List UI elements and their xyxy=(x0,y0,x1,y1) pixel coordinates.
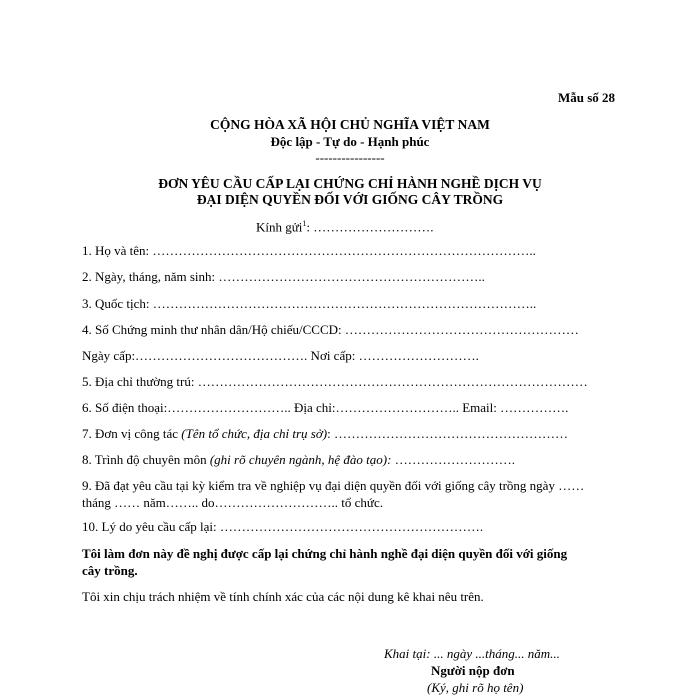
field-workplace-hint: (Tên tổ chức, địa chỉ trụ sở) xyxy=(181,426,328,441)
document-title-line-2: ĐẠI DIỆN QUYỀN ĐỐI VỚI GIỐNG CÂY TRỒNG xyxy=(196,192,504,207)
signature-place-date: Khai tại: ... ngày ...tháng... năm... xyxy=(384,646,560,661)
field-workplace xyxy=(82,426,568,442)
commitment-statement: Tôi xin chịu trách nhiệm về tính chính xác của các nội dung kê khai nêu trên. xyxy=(82,589,484,604)
field-qualification-dots: ………………………. xyxy=(391,452,515,467)
field-qualification-label: 8. Trình độ chuyên môn xyxy=(82,452,210,467)
country-name: CỘNG HÒA XÃ HỘI CHỦ NGHĨA VIỆT NAM xyxy=(210,117,490,132)
header-separator: ---------------- xyxy=(315,150,385,165)
field-workplace-label: 7. Đơn vị công tác xyxy=(82,426,182,441)
field-full-name: 1. Họ và tên: …………………………………………………………………………….. xyxy=(82,243,536,258)
field-permanent-address: 5. Địa chỉ thường trú: ……………………………………………………………………………… xyxy=(82,374,588,389)
field-nationality: 3. Quốc tịch: …………………………………………………………………………….. xyxy=(82,296,537,311)
field-exam-passed-line-1: 9. Đã đạt yêu cầu tại kỳ kiểm tra về nghiệp vụ đại diện quyền đối với giống cây trồng ngày …… xyxy=(82,478,585,493)
request-statement-line-1: Tôi làm đơn này đề nghị được cấp lại chứng chỉ hành nghề đại diện quyền đối với giống xyxy=(82,546,568,561)
field-date-of-birth: 2. Ngày, tháng, năm sinh: …………………………………………………….. xyxy=(82,269,485,284)
field-exam-passed-line-2: tháng …… năm…….. do……………………….. tổ chức. xyxy=(82,495,383,510)
signature-title: Người nộp đơn xyxy=(431,663,515,678)
field-reissue-reason: 10. Lý do yêu cầu cấp lại: ……………………………………………………. xyxy=(82,519,484,534)
field-phone-address-email: 6. Số điện thoại:……………………….. Địa chỉ:……………………….. Email: ……………. xyxy=(82,400,569,415)
signature-note: (Ký, ghi rõ họ tên) xyxy=(427,680,524,695)
addressee-footnote: 1 xyxy=(302,219,307,228)
addressee-label: Kính gửi xyxy=(256,219,303,235)
field-id-number: 4. Số Chứng minh thư nhân dân/Hộ chiếu/CCCD: ……………………………………………… xyxy=(82,322,579,337)
request-statement-line-2: cây trồng. xyxy=(82,563,138,578)
motto: Độc lập - Tự do - Hạnh phúc xyxy=(270,134,430,149)
addressee-dots: : ………………………. xyxy=(306,219,434,235)
field-qualification xyxy=(82,452,515,468)
addressee-line xyxy=(256,219,434,235)
form-number: Mẫu số 28 xyxy=(558,90,616,105)
field-issue-date-place: Ngày cấp:…………………………………. Nơi cấp: ………………………. xyxy=(82,348,479,363)
field-workplace-dots: : ……………………………………………… xyxy=(327,426,568,441)
document-title-line-1: ĐƠN YÊU CẦU CẤP LẠI CHỨNG CHỈ HÀNH NGHỀ DỊCH VỤ xyxy=(158,176,542,191)
field-qualification-hint: (ghi rõ chuyên ngành, hệ đào tạo): xyxy=(209,452,392,467)
